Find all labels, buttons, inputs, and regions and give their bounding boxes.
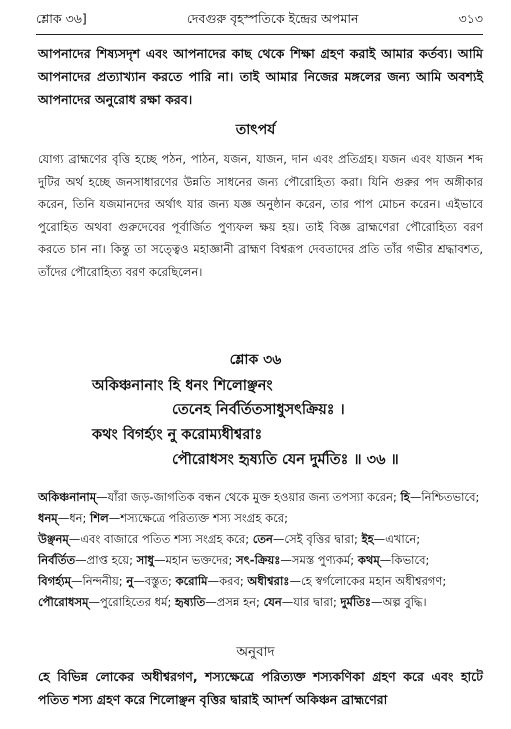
synonym-word: ইহ [361, 532, 374, 546]
synonym-meaning: —মহান ভক্তদের; [154, 553, 233, 567]
synonym-meaning: —নিন্দনীয়; [71, 574, 123, 588]
synonym-meaning: —হে স্বর্গলোকের মহান অধীশ্বরগণ; [289, 574, 447, 588]
synonym-word: শিল [90, 511, 109, 525]
synonym-entry [38, 532, 249, 546]
translation-heading: অনুবাদ [236, 644, 275, 660]
synonym-meaning: —করব; [207, 574, 244, 588]
synonym-entry [38, 553, 133, 567]
synonym-entry [362, 532, 421, 546]
synonym-word: তেন [252, 532, 273, 546]
synonym-word: কথম্ [357, 553, 380, 567]
synonym-meaning: —অল্প বুদ্ধি। [371, 595, 427, 609]
synonym-entry [247, 574, 446, 588]
synonym-meaning: —ধন; [57, 511, 87, 525]
synonym-entry [401, 490, 480, 504]
running-header [36, 10, 483, 32]
synonym-entry [264, 595, 337, 609]
synonym-entry [236, 553, 354, 567]
synonym-meaning: —এবং বাজারে পতিত শস্য সংগ্রহ করে; [68, 532, 250, 546]
synonym-meaning: —কিভাবে; [379, 553, 430, 567]
synonym-word: করোমি [175, 574, 208, 588]
page-number: ৩১৩ [458, 11, 483, 26]
synonym-meaning: —নিশ্চিতভাবে; [409, 490, 480, 504]
synonym-entry [358, 553, 430, 567]
verse-reference: শ্লোক ৩৬] [36, 11, 87, 26]
synonym-entry [38, 490, 397, 504]
synonym-word: অকিঞ্চনানাম্ [38, 490, 97, 504]
purport-heading: তাৎপর্য [235, 122, 276, 138]
synonym-word: বিগর্হ্যম্ [38, 574, 71, 588]
synonym-meaning: —যাঁরা জড়-জাগতিক বন্ধন থেকে মুক্ত হওয়ার জন্য তপস্যা করেন; [96, 490, 397, 504]
synonyms-paragraph [38, 487, 483, 613]
synonym-word: সৎ-ক্রিয়ঃ [236, 553, 281, 567]
synonym-word: দুর্মতিঃ [340, 595, 371, 609]
chapter-title: দেবগুরু বৃহস্পতিকে ইন্দ্রের অপমান [186, 11, 359, 26]
translation-paragraph: হে বিভিন্ন লোকের অধীশ্বরগণ, শস্যক্ষেত্রে পরিত্যক্ত শস্যকণিকা গ্রহণ করে এবং হাটে পতিত শস্য গ্রহণ করে শিলোঞ্ছন বৃত্তির দ্বারাই আদর্শ অকিঞ্চন ব্রাহ্মণেরা [38, 669, 483, 707]
synonym-meaning: —প্রসন্ন হন; [205, 595, 260, 609]
synonym-entry [126, 574, 172, 588]
synonym-word: পৌরোধসম্ [38, 595, 89, 609]
synonym-entry [341, 595, 427, 609]
synonym-meaning: —পুরোহিতের ধর্ম; [88, 595, 172, 609]
synonym-word: নির্বর্তিত [38, 553, 76, 567]
purport-paragraph: যোগ্য ব্রাহ্মণের বৃত্তি হচ্ছে পঠন, পাঠন, যজন, যাজন, দান এবং প্রতিগ্রহ। যজন এবং যাজন শব্দ দুটির অর্থ হচ্ছে জনসাধারণের উন্নতি সাধনের জন্য পৌরোহিত্য করা। যিনি গুরুর পদ অঙ্গীকার করেন, তিনি যজমানদের অর্থাৎ যার জন্য যজ্ঞ অনুষ্ঠান করেন, তার পাপ মোচন করেন। এইভাবে পুরোহিত অথবা গুরুদেবের পূর্বার্জিত পুণ্যফল ক্ষয় হয়। তাই বিজ্ঞ ব্রাহ্মণেরা পৌরোহিত্য বরণ করতে চান না। কিন্তু তা সত্ত্বেও মহাজ্ঞানী ব্রাহ্মণ বিশ্বরূপ দেবতাদের প্রতি তাঁর গভীর শ্রদ্ধাবশত, তাঁদের পৌরোহিত্য বরণ করেছিলেন। [38, 152, 483, 279]
intro-paragraph: আপনাদের শিষ্যসদৃশ এবং আপনাদের কাছ থেকে শিক্ষা গ্রহণ করাই আমার কর্তব্য। আমি আপনাদের প্রত্যাখ্যান করতে পারি না। তাই আমার নিজের মঙ্গলের জন্য আমি অবশ্যই আপনাদের অনুরোধ রক্ষা করব। [38, 46, 483, 107]
synonym-entry [253, 532, 358, 546]
synonym-meaning: —বস্তুত; [133, 574, 172, 588]
verse-line: তেনেহ নির্বর্তিতসাধুসৎক্রিয়ঃ । [172, 402, 345, 418]
synonym-entry [175, 595, 260, 609]
synonym-word: হি [400, 490, 410, 504]
header-rule [36, 34, 483, 35]
verse-line: পৌরোধসং হৃষ্যতি যেন দুর্মতিঃ ॥ ৩৬ ॥ [172, 452, 399, 468]
synonym-word: উঞ্ছনম্ [38, 532, 69, 546]
synonym-word: হৃষ্যতি [175, 595, 206, 609]
synonym-meaning: —যার দ্বারা; [281, 595, 337, 609]
synonym-entry [38, 595, 171, 609]
verse-line: অকিঞ্চনানাং হি ধনং শিলোঞ্ছনং [92, 378, 273, 394]
synonym-word: যেন [263, 595, 282, 609]
synonym-meaning: —প্রাপ্ত হয়ে; [75, 553, 133, 567]
synonym-entry [137, 553, 233, 567]
synonym-meaning: —এখানে; [373, 532, 421, 546]
synonym-word: নু [126, 574, 134, 588]
synonym-entry [38, 574, 123, 588]
verse-line: কথং বিগর্হ্যং নু করোম্যধীশ্বরাঃ [92, 427, 263, 443]
synonym-entry [90, 511, 288, 525]
verse-heading: শ্লোক ৩৬ [229, 352, 282, 368]
synonym-entry [38, 511, 86, 525]
synonym-meaning: —সমস্ত পুণ্যকর্ম; [280, 553, 355, 567]
synonym-word: ধনম্ [38, 511, 58, 525]
synonym-meaning: —শস্যক্ষেত্রে পরিত্যক্ত শস্য সংগ্রহ করে; [108, 511, 288, 525]
synonym-meaning: —সেই বৃত্তির দ্বারা; [272, 532, 358, 546]
synonym-word: সাধু [136, 553, 154, 567]
synonym-entry [176, 574, 244, 588]
synonym-word: অধীশ্বরাঃ [247, 574, 290, 588]
